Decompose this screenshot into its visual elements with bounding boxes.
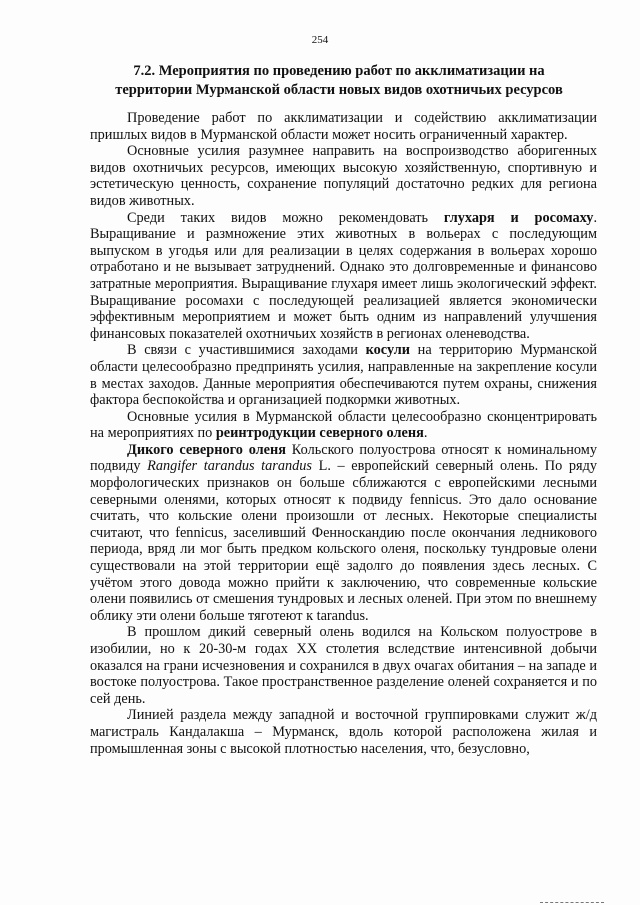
paragraph-4-bold-species: косули bbox=[365, 342, 411, 359]
paragraph-5-bold-term: реинтродукции северного оленя bbox=[215, 425, 424, 442]
footer-dashed-rule bbox=[540, 902, 604, 903]
section-title bbox=[90, 62, 588, 100]
paragraph-6-latin-name: Rangifer tarandus tarandus bbox=[147, 458, 312, 475]
paragraph-4 bbox=[90, 342, 597, 408]
paragraph-3 bbox=[90, 210, 597, 343]
paragraph-6-text-b: Кольского полуострова относят к номинальному подвиду bbox=[90, 441, 597, 475]
paragraph-3-text-c: . Выращивание и размножение этих животных в вольерах с последующим выпуском в угодья или для реализации в целях содержания в вольерах хорошо отработано и не вызывает затруднений. Однако это долговременные и финансово затратные мероприятия. Выращивание глухаря имеет лишь экологический эффект. Выращивание росомахи с последующей реализацией является экономически эффективным мероприятием и может быть одним из направлений улучшения финансовых показателей охотничьих хозяйств в регионах оленеводства. bbox=[90, 209, 598, 342]
body-text bbox=[90, 110, 597, 757]
paragraph-6-text-d: L. – европейский северный олень. По ряду морфологических признаков он больше сближаются с европейскими лесными северными оленями, которых относят к подвиду fennicus. Это дало основание считать, что кольские олени произошли от лесных. Некоторые специалисты считают, что fennicus, заселивший Фенноскандию после окончания ледникового периода, вряд ли мог быть предком кольского оленя, поскольку тундровые олени существовали на этой территории ещё задолго до появления здесь лесных. С учётом этого довода можно прийти к заключению, что современные кольские олени появились от смешения тундровых и лесных оленей. При этом по внешнему облику эти олени больше тяготеют к tarandus. bbox=[90, 458, 597, 624]
paragraph-6-bold-subject: Дикого северного оленя bbox=[127, 441, 286, 458]
paragraph-1: Проведение работ по акклиматизации и содействию акклиматизации пришлых видов в Мурманской области может носить ограниченный характер. bbox=[90, 110, 597, 143]
paragraph-5 bbox=[90, 409, 597, 442]
section-title-line-1: 7.2. Мероприятия по проведению работ по акклиматизации на bbox=[133, 63, 545, 79]
paragraph-7: В прошлом дикий северный олень водился на Кольском полуострове в изобилии, но к 20-30-м годах XX столетия вследствие интенсивной добычи оказался на грани исчезновения и сохранился в двух очагах обитания – на западе и востоке полуострова. Такое пространственное разделение оленей сохраняется и по сей день. bbox=[90, 624, 597, 707]
paragraph-3-text-a: Среди таких видов можно рекомендовать bbox=[127, 209, 444, 226]
paragraph-4-text-a: В связи с участившимися заходами bbox=[127, 342, 366, 359]
page-number: 254 bbox=[311, 34, 329, 46]
section-title-line-2: территории Мурманской области новых видов охотничьих ресурсов bbox=[115, 82, 563, 98]
paragraph-4-text-c: на территорию Мурманской области целесообразно предпринять усилия, направленные на закрепление косули в местах заходов. Данные мероприятия обеспечиваются путем охраны, снижения фактора беспокойства и организацией подкормки животных. bbox=[90, 342, 597, 409]
paragraph-2: Основные усилия разумнее направить на воспроизводство аборигенных видов охотничьих ресурсов, имеющих высокую хозяйственную, спортивную и эстетическую ценность, сохранение популяций достаточно редких для региона видов животных. bbox=[90, 143, 597, 209]
paragraph-5-text-a: Основные усилия в Мурманской области целесообразно сконцентрировать на мероприятиях по bbox=[90, 408, 597, 442]
paragraph-6 bbox=[90, 442, 597, 625]
paragraph-8: Линией раздела между западной и восточной группировками служит ж/д магистраль Кандалакша – Мурманск, вдоль которой расположена жилая и промышленная зоны с высокой плотностью населения, что, безусловно, bbox=[90, 707, 597, 757]
paragraph-3-bold-species: глухаря и росомаху bbox=[443, 209, 594, 226]
paragraph-5-text-c: . bbox=[423, 425, 428, 442]
